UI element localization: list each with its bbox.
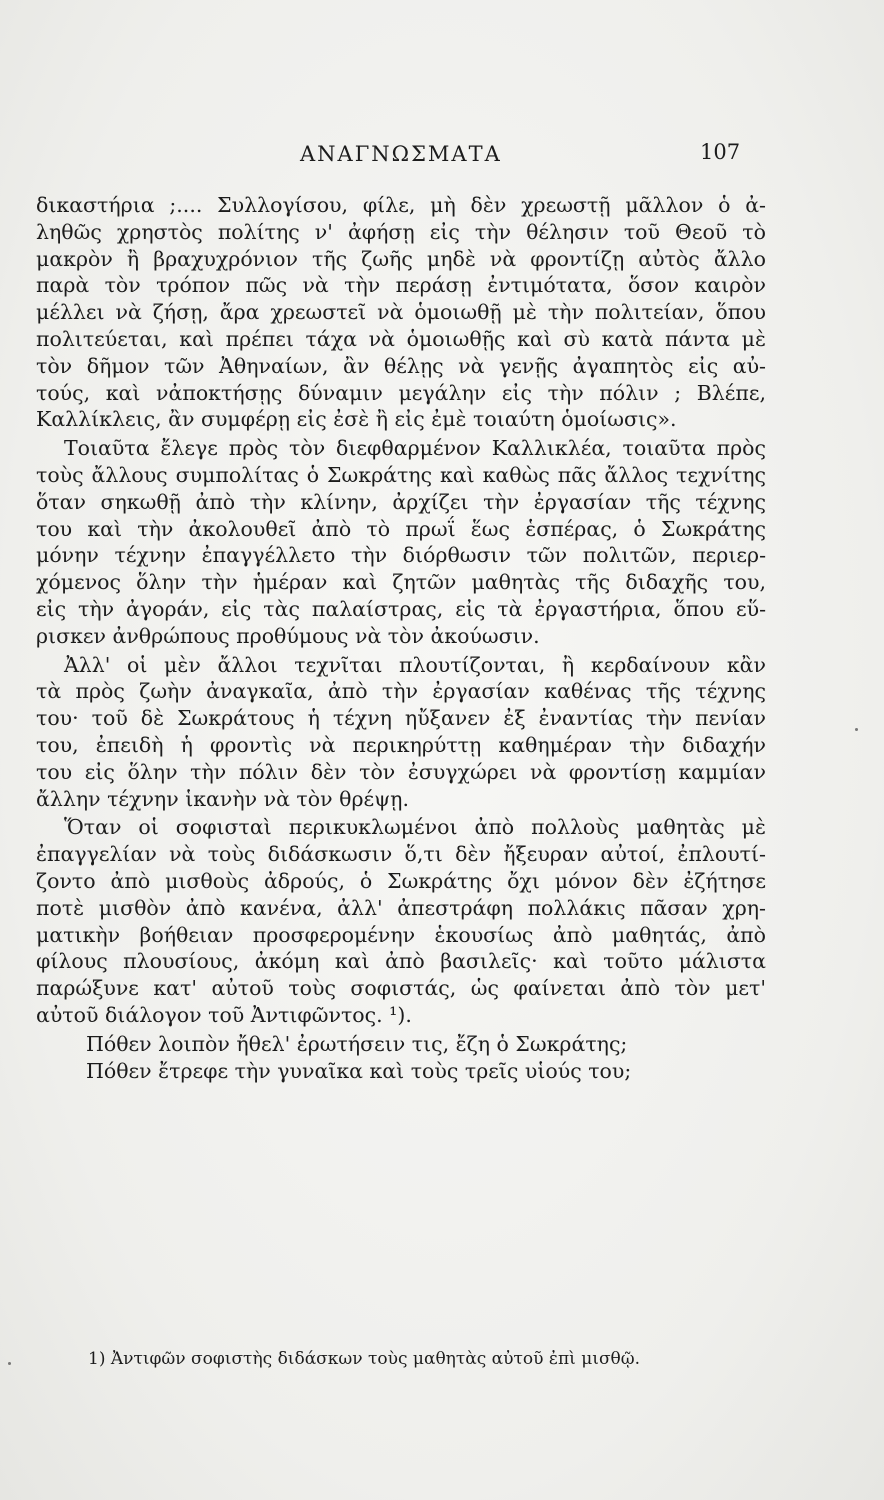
paragraph-3 — [36, 652, 766, 813]
body-text — [36, 192, 766, 1084]
text-line: ποτὲ μισθὸν ἀπὸ κανένα, ἀλλ' ἀπεστράφη πολλάκις πᾶσαν χρη- — [36, 895, 766, 920]
text-line: πολιτεύεται, καὶ πρέπει τάχα νὰ ὁμοιωθῇς καὶ σὺ κατὰ πάντα μὲ — [36, 326, 766, 351]
text-line: δικαστήρια ;.... Συλλογίσου, φίλε, μὴ δὲν χρεωστῇ μᾶλλον ὁ ἀ- — [36, 193, 766, 217]
paper-speck — [8, 1362, 11, 1365]
text-line: εἰς τὴν ἀγοράν, εἰς τὰς παλαίστρας, εἰς τὰ ἐργαστήρια, ὅπου εὕ- — [36, 596, 766, 621]
page-number: 107 — [700, 140, 741, 164]
text-line: ἐπαγγελίαν νὰ τοὺς διδάσκωσιν ὅ,τι δὲν ἤξευραν αὐτοί, ἐπλουτί- — [36, 842, 766, 867]
footnote: 1) Ἀντιφῶν σοφιστὴς διδάσκων τοὺς μαθητὰς αὐτοῦ ἐπὶ μισθῷ. — [88, 1349, 641, 1369]
text-line: τοὺς ἄλλους συμπολίτας ὁ Σωκράτης καὶ καθὼς πᾶς ἄλλος τεχνίτης — [36, 462, 766, 487]
text-line: μόνην τέχνην ἐπαγγέλλετο τὴν διόρθωσιν τῶν πολιτῶν, περιερ- — [36, 543, 766, 568]
text-line: τούς, καὶ νἀποκτήσῃς δύναμιν μεγάλην εἰς τὴν πόλιν ; Βλέπε, — [36, 380, 766, 405]
running-title: ΑΝΑΓΝΩΣΜΑΤΑ — [300, 142, 502, 166]
text-line: Ἀλλ' οἱ μὲν ἄλλοι τεχνῖται πλουτίζονται, ἢ κερδαίνουν κἂν — [64, 652, 766, 677]
text-line: μέλλει νὰ ζήσῃ, ἄρα χρεωστεῖ νὰ ὁμοιωθῇ μὲ τὴν πολιτείαν, ὅπου — [36, 300, 766, 325]
text-line: ρισκεν ἀνθρώπους προθύμους νὰ τὸν ἀκούωσιν. — [36, 623, 540, 648]
text-line: του εἰς ὅλην τὴν πόλιν δὲν τὸν ἐσυγχώρει νὰ φροντίσῃ καμμίαν — [36, 759, 766, 784]
text-line: Πόθεν ἔτρεφε τὴν γυναῖκα καὶ τοὺς τρεῖς υἱούς του; — [86, 1058, 632, 1083]
text-line: Ὅταν οἱ σοφισταὶ περικυκλωμένοι ἀπὸ πολλοὺς μαθητὰς μὲ — [64, 815, 766, 840]
paragraph-5 — [36, 1031, 766, 1085]
text-line: του, ἐπειδὴ ἡ φροντὶς νὰ περικηρύττῃ καθημέραν τὴν διδαχήν — [36, 732, 766, 757]
text-line: μακρὸν ἢ βραχυχρόνιον τῆς ζωῆς μηδὲ νὰ φροντίζῃ αὐτὸς ἄλλο — [36, 246, 766, 271]
text-line: αὐτοῦ διάλογον τοῦ Ἀντιφῶντος. ¹). — [36, 1002, 412, 1027]
paragraph-4 — [36, 814, 766, 1028]
text-line: ἄλλην τέχνην ἱκανὴν νὰ τὸν θρέψῃ. — [36, 786, 409, 811]
text-line: ματικὴν βοήθειαν προσφερομένην ἑκουσίως ἀπὸ μαθητάς, ἀπὸ — [36, 922, 766, 947]
text-line: παρώξυνε κατ' αὐτοῦ τοὺς σοφιστάς, ὡς φαίνεται ἀπὸ τὸν μετ' — [36, 976, 766, 1001]
text-line: Τοιαῦτα ἔλεγε πρὸς τὸν διεφθαρμένον Καλλικλέα, τοιαῦτα πρὸς — [64, 436, 766, 461]
text-line: του καὶ τὴν ἀκολουθεῖ ἀπὸ τὸ πρωΐ ἕως ἑσπέρας, ὁ Σωκράτης — [36, 516, 766, 541]
paragraph-2 — [36, 435, 766, 649]
text-line: τὰ πρὸς ζωὴν ἀναγκαῖα, ἀπὸ τὴν ἐργασίαν καθένας τῆς τέχνης — [36, 679, 766, 704]
text-line: ζοντο ἀπὸ μισθοὺς ἀδρούς, ὁ Σωκράτης ὄχι μόνον δὲν ἐζήτησε — [36, 868, 766, 893]
text-line: τὸν δῆμον τῶν Ἀθηναίων, ἂν θέλῃς νὰ γενῇς ἀγαπητὸς εἰς αὐ- — [36, 353, 766, 378]
text-line: του· τοῦ δὲ Σωκράτους ἡ τέχνη ηὔξανεν ἐξ ἐναντίας τὴν πενίαν — [36, 706, 766, 731]
paper-speck — [855, 728, 858, 731]
text-line: χόμενος ὅλην τὴν ἡμέραν καὶ ζητῶν μαθητὰς τῆς διδαχῆς του, — [36, 570, 766, 595]
text-line: παρὰ τὸν τρόπον πῶς νὰ τὴν περάσῃ ἐντιμότατα, ὅσον καιρὸν — [36, 273, 766, 298]
text-line: ληθῶς χρηστὸς πολίτης ν' ἀφήσῃ εἰς τὴν θέλησιν τοῦ Θεοῦ τὸ — [36, 219, 766, 244]
paragraph-1 — [36, 192, 766, 433]
text-line: φίλους πλουσίους, ἀκόμη καὶ ἀπὸ βασιλεῖς· καὶ τοῦτο μάλιστα — [36, 949, 766, 974]
text-line: ὅταν σηκωθῇ ἀπὸ τὴν κλίνην, ἀρχίζει τὴν ἐργασίαν τῆς τέχνης — [36, 489, 766, 514]
text-line: Καλλίκλεις, ἂν συμφέρῃ εἰς ἐσὲ ἢ εἰς ἐμὲ τοιαύτη ὁμοίωσις». — [36, 407, 677, 432]
text-line: Πόθεν λοιπὸν ἤθελ' ἐρωτήσειν τις, ἔζη ὁ Σωκράτης; — [86, 1031, 628, 1056]
